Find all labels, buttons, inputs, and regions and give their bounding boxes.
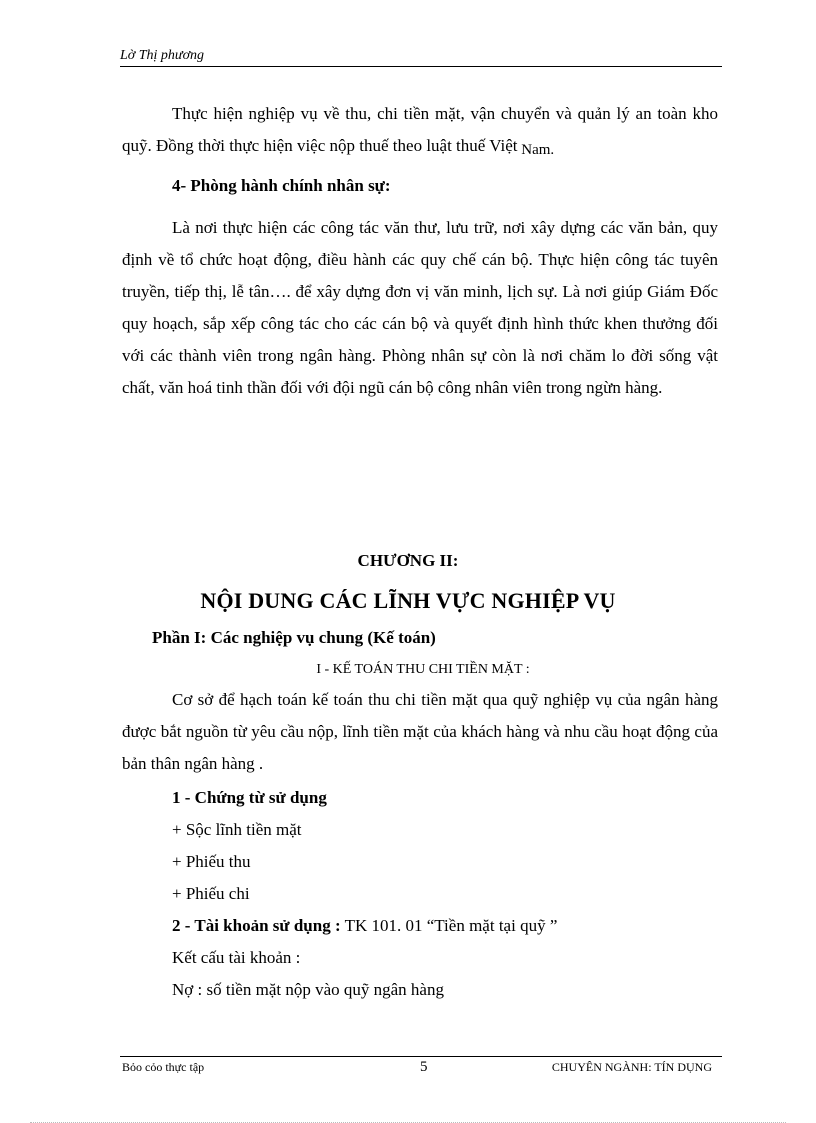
paragraph-hr-department: Là nơi thực hiện các công tác văn thư, lưu trữ, nơi xây dựng các văn bản, quy định về tổ chức hoạt động, điều hành các quy chế cán bộ. Thực hiện công tác tuyên truyền, tiếp thị, lễ tân…. để xây dựng đơn vị văn minh, lịch sự. Là nơi giúp Giám Đốc quy hoạch, sắp xếp công tác cho các cán bộ và quyết định hình thức khen thưởng đối với các thành viên trong ngân hàng. Phòng nhân sự còn là nơi chăm lo đời sống vật chất, văn hoá tinh thần đối với đội ngũ cán bộ công nhân viên trong ngừn hàng. [122,218,718,397]
account-label: 2 - Tài khoản sử dụng : [172,916,341,935]
page-number: 5 [420,1059,428,1075]
paragraph-treasury: Thực hiện nghiệp vụ về thu, chi tiền mặt, vận chuyển và quản lý an toàn kho quỹ. Đồng thời thực hiện việc nộp thuế theo luật thuế Việt Nam. [122,104,718,158]
section-heading: I - KẾ TOÁN THU CHI TIỀN MẶT : [316,662,530,677]
chapter-label: CHƯƠNG II: [357,551,459,570]
list-item: + Phiếu chi [172,884,250,903]
part-heading: Phần I: Các nghiệp vụ chung (Kế toán) [152,628,436,647]
page-header [120,48,722,67]
account-value: TK 101. 01 “Tiền mặt tại quỹ ” [340,916,558,935]
page-footer [120,1056,722,1077]
header-author: Lờ Thị phương [120,48,205,63]
paragraph-trailing-word: Nam. [517,142,555,158]
account-structure: Kết cấu tài khoản : [172,948,301,967]
footer-major: CHUYÊN NGÀNH: TÍN DỤNG [551,1060,712,1074]
list-item: + Sộc lĩnh tiền mặt [172,820,302,839]
account-debit: Nợ : số tiền mặt nộp vào quỹ ngân hàng [172,980,444,999]
documents-heading: 1 - Chứng từ sử dụng [172,788,327,807]
heading-hr-department: 4- Phòng hành chính nhân sự: [172,176,391,195]
account-line [172,916,557,936]
chapter-title: NỘI DUNG CÁC LĨNH VỰC NGHIỆP VỤ [200,588,616,613]
list-item: + Phiếu thu [172,852,251,871]
paragraph-cash-accounting: Cơ sở để hạch toán kế toán thu chi tiền mặt qua quỹ nghiệp vụ của ngân hàng được bắt nguồn từ yêu cầu nộp, lĩnh tiền mặt của khách hàng và nhu cầu hoạt động của bản thân ngân hàng . [122,690,718,773]
footer-report-label: Bỏo cỏo thực tập [122,1060,205,1074]
